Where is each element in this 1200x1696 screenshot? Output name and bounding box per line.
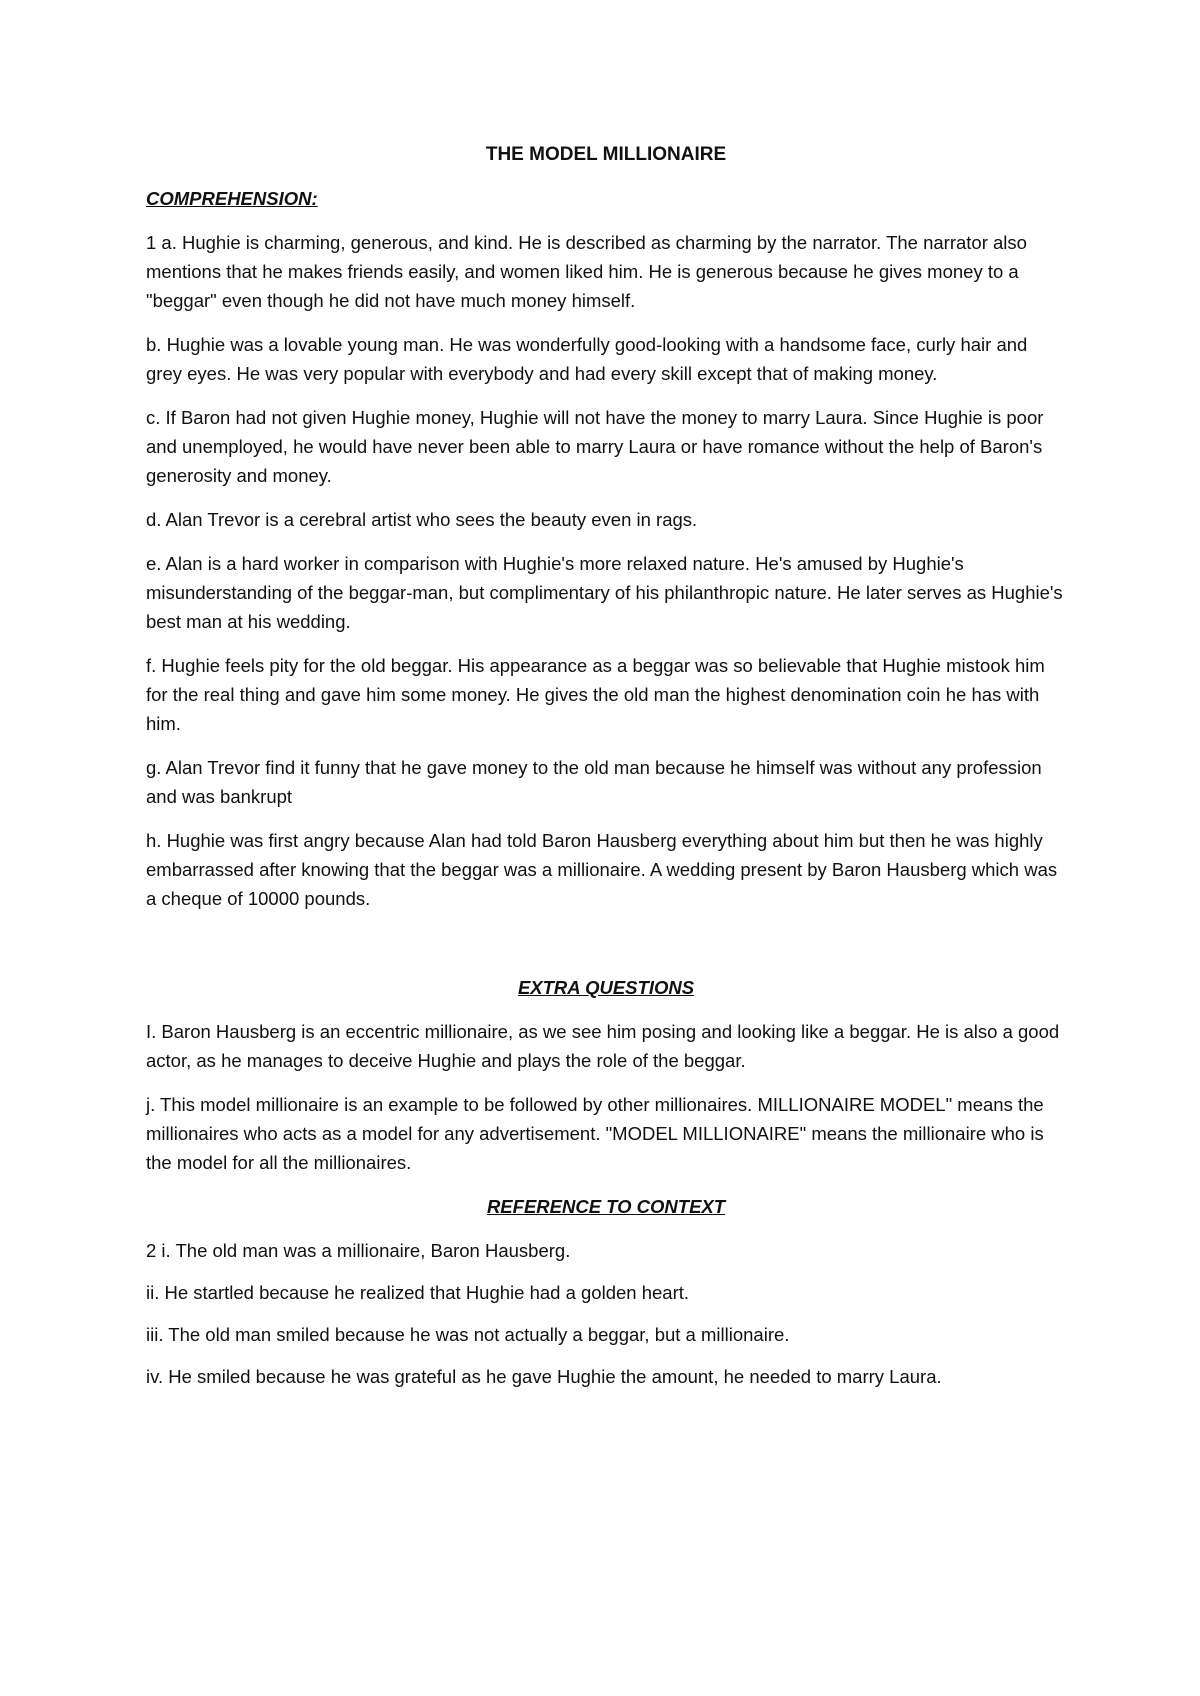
answer-e: e. Alan is a hard worker in comparison with Hughie's more relaxed nature. He's amused by Hughie's misunderstanding of the beggar-man, but complimentary of his philanthropic nature. He later serves as Hughie's best man at his wedding. xyxy=(146,553,1063,632)
answer-I: I. Baron Hausberg is an eccentric millionaire, as we see him posing and looking like a beggar. He is also a good actor, as he manages to deceive Hughie and plays the role of the beggar. xyxy=(146,1021,1060,1071)
answer-ii: ii. He startled because he realized that Hughie had a golden heart. xyxy=(146,1282,690,1303)
document-page xyxy=(146,140,1066,1404)
answer-c: c. If Baron had not given Hughie money, Hughie will not have the money to marry Laura. Since Hughie is poor and unemployed, he would have never been able to marry Laura or have romance without the help of Baron's generosity and money. xyxy=(146,407,1044,486)
answer-d: d. Alan Trevor is a cerebral artist who sees the beauty even in rags. xyxy=(146,509,698,530)
extra-questions-heading: EXTRA QUESTIONS xyxy=(517,977,695,998)
answer-h: h. Hughie was first angry because Alan had told Baron Hausberg everything about him but then he was highly embarrassed after knowing that the beggar was a millionaire. A wedding present by Baron Hausberg which was a cheque of 10000 pounds. xyxy=(146,830,1058,909)
answer-iii: iii. The old man smiled because he was not actually a beggar, but a millionaire. xyxy=(146,1324,790,1345)
answer-f: f. Hughie feels pity for the old beggar. His appearance as a beggar was so believable that Hughie mistook him for the real thing and gave him some money. He gives the old man the highest denomination coin he has with him. xyxy=(146,655,1045,734)
answer-b: b. Hughie was a lovable young man. He was wonderfully good-looking with a handsome face, curly hair and grey eyes. He was very popular with everybody and had every skill except that of making money. xyxy=(146,334,1028,384)
document-title: THE MODEL MILLIONAIRE xyxy=(485,144,727,165)
answer-1a: 1 a. Hughie is charming, generous, and kind. He is described as charming by the narrator. The narrator also mentions that he makes friends easily, and women liked him. He is generous because he gives money to a "beggar" even though he did not have much money himself. xyxy=(146,232,1027,311)
comprehension-heading: COMPREHENSION: xyxy=(146,188,318,209)
answer-iv: iv. He smiled because he was grateful as he gave Hughie the amount, he needed to marry Laura. xyxy=(146,1366,942,1387)
answer-j: j. This model millionaire is an example to be followed by other millionaires. MILLIONAIRE MODEL" means the millionaires who acts as a model for any advertisement. "MODEL MILLIONAIRE" means the millionaire who is the model for all the millionaires. xyxy=(146,1094,1044,1173)
answer-2i: 2 i. The old man was a millionaire, Baron Hausberg. xyxy=(146,1240,571,1261)
reference-to-context-heading: REFERENCE TO CONTEXT xyxy=(486,1196,726,1217)
answer-g: g. Alan Trevor find it funny that he gave money to the old man because he himself was without any profession and was bankrupt xyxy=(146,757,1042,807)
